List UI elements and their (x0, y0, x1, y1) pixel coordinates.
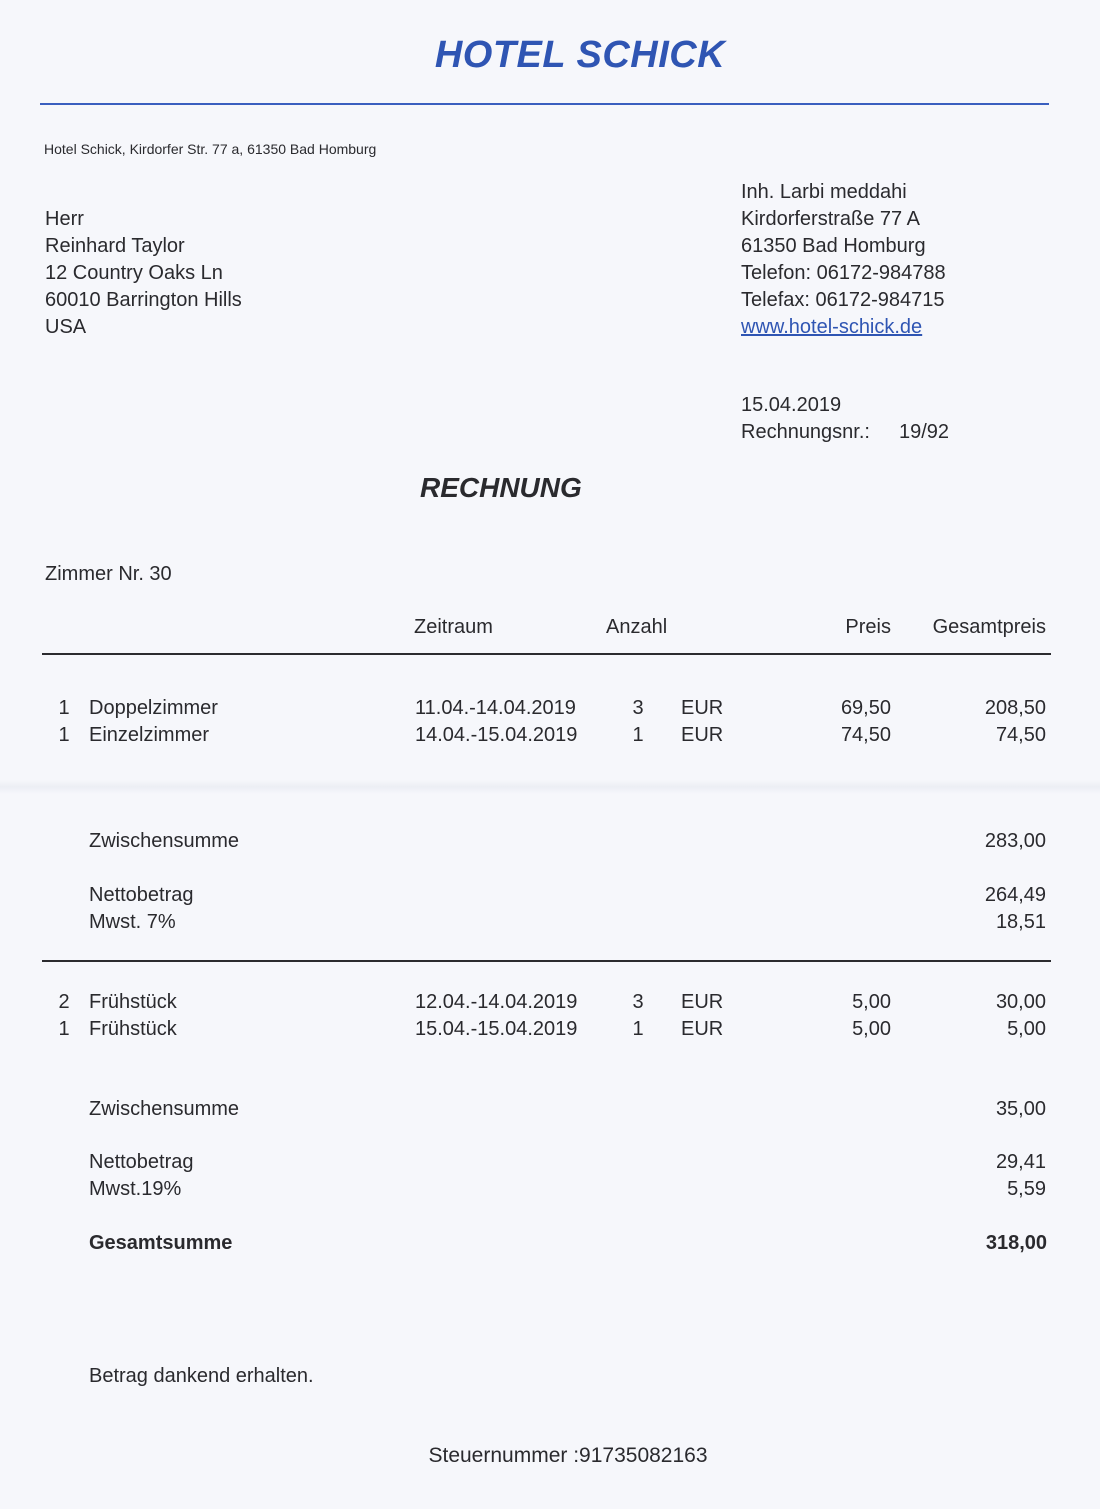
breakfast-net-label: Nettobetrag (89, 1151, 194, 1173)
row-currency: EUR (681, 1018, 724, 1040)
room-number: Zimmer Nr. 30 (45, 563, 172, 585)
hotel-fax: Telefax: 06172-984715 (741, 289, 945, 311)
hotel-city: 61350 Bad Homburg (741, 235, 926, 257)
row-count: 1 (632, 1018, 644, 1040)
rooms-vat-value: 18,51 (995, 911, 1046, 933)
row-quantity: 1 (58, 724, 70, 746)
recipient-city: 60010 Barrington Hills (45, 289, 242, 311)
rooms-net-value: 264,49 (984, 884, 1046, 906)
row-period: 12.04.-14.04.2019 (415, 991, 578, 1013)
invoice-title: RECHNUNG (420, 472, 582, 503)
hotel-name: HOTEL SCHICK (434, 34, 726, 76)
column-header-price: Preis (845, 616, 891, 638)
breakfast-subtotal-label: Zwischensumme (89, 1098, 240, 1120)
rooms-vat-label: Mwst. 7% (89, 911, 176, 933)
row-period: 15.04.-15.04.2019 (415, 1018, 578, 1040)
row-price: 5,00 (852, 1018, 891, 1040)
row-period: 14.04.-15.04.2019 (415, 724, 578, 746)
hotel-street: Kirdorferstraße 77 A (741, 208, 920, 230)
breakfast-vat-label: Mwst.19% (89, 1178, 182, 1200)
section-divider (42, 960, 1051, 962)
row-period: 11.04.-14.04.2019 (415, 697, 576, 719)
breakfast-vat-value: 5,59 (1007, 1178, 1046, 1200)
payment-received-note: Betrag dankend erhalten. (89, 1365, 314, 1387)
row-total: 74,50 (995, 724, 1046, 746)
column-header-count: Anzahl (606, 616, 668, 638)
breakfast-subtotal-value: 35,00 (995, 1098, 1046, 1120)
row-total: 208,50 (984, 697, 1046, 719)
breakfast-net-value: 29,41 (995, 1151, 1046, 1173)
header-divider (40, 103, 1049, 105)
sender-line: Hotel Schick, Kirdorfer Str. 77 a, 61350 Bad Homburg (44, 141, 377, 157)
row-quantity: 1 (58, 697, 70, 719)
hotel-info (741, 179, 946, 341)
row-count: 3 (632, 697, 644, 719)
row-currency: EUR (681, 991, 724, 1013)
row-quantity: 2 (58, 991, 70, 1013)
hotel-website-link[interactable]: www.hotel-schick.de (741, 316, 923, 338)
row-count: 3 (632, 991, 644, 1013)
column-header-total: Gesamtpreis (932, 616, 1046, 638)
column-header-period: Zeitraum (414, 616, 493, 638)
invoice-date: 15.04.2019 (741, 394, 842, 416)
recipient-salutation: Herr (45, 208, 84, 230)
recipient-address (45, 206, 242, 341)
rooms-net-label: Nettobetrag (89, 884, 194, 906)
tax-number: Steuernummer :91735082163 (428, 1444, 708, 1467)
row-total: 5,00 (1007, 1018, 1046, 1040)
grand-total-label: Gesamtsumme (89, 1232, 233, 1254)
invoice-number: 19/92 (899, 421, 950, 443)
row-price: 69,50 (840, 697, 891, 719)
row-description: Frühstück (89, 991, 177, 1013)
row-currency: EUR (681, 697, 724, 719)
row-description: Doppelzimmer (89, 697, 218, 719)
hotel-owner: Inh. Larbi meddahi (741, 181, 907, 203)
row-price: 5,00 (852, 991, 891, 1013)
row-description: Einzelzimmer (89, 724, 210, 746)
row-count: 1 (632, 724, 644, 746)
row-total: 30,00 (995, 991, 1046, 1013)
table-header-divider (42, 653, 1051, 655)
hotel-phone: Telefon: 06172-984788 (741, 262, 946, 284)
row-currency: EUR (681, 724, 724, 746)
invoice-number-label: Rechnungsnr.: (741, 421, 870, 443)
row-quantity: 1 (58, 1018, 70, 1040)
row-description: Frühstück (89, 1018, 177, 1040)
rooms-subtotal-value: 283,00 (984, 830, 1046, 852)
rooms-subtotal-label: Zwischensumme (89, 830, 240, 852)
recipient-country: USA (45, 316, 87, 338)
paper-fold (0, 780, 1100, 794)
recipient-name: Reinhard Taylor (45, 235, 185, 257)
recipient-street: 12 Country Oaks Ln (45, 262, 223, 284)
grand-total-value: 318,00 (985, 1232, 1047, 1254)
row-price: 74,50 (840, 724, 891, 746)
